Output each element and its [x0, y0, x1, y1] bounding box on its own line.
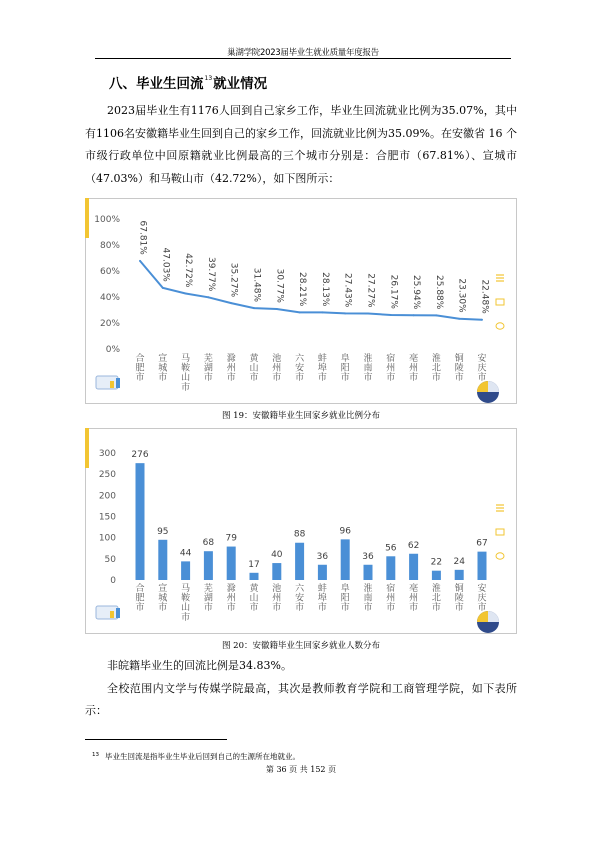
bar-chart-svg [86, 429, 516, 633]
footnote-ref[interactable]: 13 [204, 75, 213, 82]
x-tick-label: 宿州市 [386, 354, 396, 384]
illustration-icon-bar [116, 378, 120, 388]
line-chart-svg [86, 199, 516, 403]
data-point [367, 313, 369, 315]
illustration-icon-bar [116, 608, 120, 618]
data-label: 24 [453, 556, 465, 567]
data-label: 44 [179, 548, 192, 559]
data-point [253, 307, 255, 309]
x-tick-label: 淮南市 [363, 354, 373, 384]
data-label: 36 [316, 551, 329, 562]
header-divider [95, 58, 511, 59]
y-tick-label: 0 [110, 576, 116, 586]
section-title-text: 八、毕业生回流 [109, 76, 204, 92]
data-label: 35.27% [228, 262, 239, 298]
data-label: 95 [157, 526, 169, 537]
x-tick-label: 蚌埠市 [317, 354, 327, 384]
footnote-text: 毕业生回流是指毕业生毕业后回到自己的生源所在地就业。 [105, 752, 300, 761]
data-label: 67 [476, 538, 488, 549]
x-tick-label: 亳州市 [409, 584, 419, 614]
data-label: 26.17% [388, 274, 399, 309]
y-tick-label: 20% [99, 319, 120, 329]
x-tick-label: 池州市 [272, 354, 282, 384]
y-tick-label: 250 [98, 470, 116, 481]
bar [158, 540, 167, 580]
x-tick-label: 亳州市 [409, 354, 419, 384]
x-tick-label: 马鞍山市 [181, 354, 191, 393]
data-point [139, 260, 141, 262]
mail-icon [496, 299, 504, 305]
data-point [321, 311, 323, 313]
x-tick-label: 宿州市 [386, 584, 396, 614]
x-tick-label: 合肥市 [135, 584, 145, 614]
bar [341, 539, 350, 580]
bar [181, 561, 190, 580]
footnote-divider [85, 739, 227, 740]
data-point [207, 296, 209, 298]
x-tick-label: 芜湖市 [203, 584, 213, 614]
x-tick-label: 铜陵市 [454, 354, 464, 384]
illustration-icon-bar [110, 381, 114, 388]
x-tick-label: 安庆市 [477, 584, 487, 614]
x-tick-label: 池州市 [272, 584, 282, 614]
y-tick-label: 80% [99, 241, 120, 251]
data-label: 36 [362, 551, 374, 562]
data-label: 27.27% [365, 273, 376, 308]
data-point [344, 312, 346, 314]
data-label: 40 [271, 550, 283, 561]
data-point [299, 311, 301, 313]
y-tick-label: 0% [105, 345, 120, 355]
data-label: 96 [339, 526, 351, 537]
chart-return-count [85, 428, 517, 634]
x-tick-label: 六安市 [295, 584, 305, 614]
footnote-number: 13 [92, 752, 99, 758]
pie-decoration-slice [488, 381, 499, 392]
chat-icon [496, 323, 504, 329]
data-label: 31.48% [251, 267, 262, 303]
mail-icon [496, 529, 504, 535]
data-label: 276 [131, 450, 149, 461]
x-tick-label: 宣城市 [158, 354, 168, 384]
x-tick-label: 淮南市 [363, 584, 373, 614]
data-label: 79 [225, 533, 237, 544]
data-label: 28.13% [319, 272, 330, 307]
data-point [481, 319, 483, 321]
y-tick-label: 40% [99, 293, 120, 303]
x-tick-label: 滁州市 [226, 584, 236, 614]
data-point [185, 292, 187, 294]
data-label: 56 [385, 543, 397, 554]
x-tick-label: 阜阳市 [340, 584, 350, 614]
pie-decoration-slice [488, 611, 499, 622]
x-tick-label: 安庆市 [477, 354, 487, 384]
data-label: 28.21% [297, 271, 308, 307]
data-label: 88 [293, 529, 306, 540]
bar [478, 552, 487, 580]
illustration-icon [96, 376, 118, 389]
chart-return-ratio [85, 198, 517, 404]
data-point [276, 308, 278, 310]
body-paragraphs [85, 655, 517, 723]
bar [432, 571, 441, 580]
data-label: 67.81% [137, 220, 148, 255]
data-label: 68 [202, 538, 215, 549]
data-point [230, 302, 232, 304]
footnote [92, 751, 300, 762]
x-tick-label: 滁州市 [226, 354, 236, 384]
paragraph-3: 全校范围内文学与传媒学院最高，其次是教师教育学院和工商管理学院，如下表所示： [85, 681, 517, 717]
x-tick-label: 宣城市 [158, 584, 168, 614]
bar [455, 570, 464, 580]
x-tick-label: 蚌埠市 [317, 584, 327, 614]
bar [318, 565, 327, 580]
figure-19-caption: 图 19：安徽籍毕业生回家乡就业比例分布 [221, 411, 381, 421]
data-label: 27.43% [342, 273, 353, 308]
bar [272, 563, 281, 580]
chat-icon [496, 553, 504, 559]
x-tick-label: 合肥市 [135, 354, 145, 384]
intro-paragraph [85, 100, 517, 190]
accent-bar [85, 428, 89, 468]
x-tick-label: 阜阳市 [340, 354, 350, 384]
x-tick-label: 黄山市 [249, 354, 259, 384]
illustration-icon-bar [110, 611, 114, 618]
bar [227, 547, 236, 580]
bar [250, 573, 259, 580]
illustration-icon [96, 606, 118, 619]
accent-bar [85, 198, 89, 238]
bar [364, 565, 373, 580]
section-title [109, 72, 267, 92]
x-tick-label: 马鞍山市 [181, 584, 191, 623]
y-tick-label: 50 [104, 554, 116, 565]
x-tick-label: 芜湖市 [203, 354, 213, 384]
y-tick-label: 100 [98, 533, 116, 544]
data-label: 17 [248, 559, 260, 570]
data-point [162, 287, 164, 289]
data-label: 22.48% [479, 279, 490, 314]
x-tick-label: 黄山市 [249, 584, 259, 614]
bar [136, 463, 145, 580]
data-label: 47.03% [160, 247, 171, 282]
data-label: 42.72% [183, 253, 194, 288]
figure-20-caption: 图 20：安徽籍毕业生回家乡就业人数分布 [221, 641, 381, 651]
page-header: 巢湖学院2023届毕业生就业质量年度报告 [227, 48, 379, 58]
bar [204, 551, 213, 580]
data-label: 30.77% [274, 268, 285, 303]
data-point [458, 318, 460, 320]
data-label: 25.88% [433, 275, 444, 310]
y-tick-label: 150 [98, 512, 116, 523]
x-tick-label: 铜陵市 [454, 584, 464, 614]
bar [386, 556, 395, 580]
y-tick-label: 60% [99, 267, 120, 277]
x-tick-label: 淮北市 [431, 584, 441, 614]
y-tick-label: 300 [98, 449, 116, 459]
page-number: 第 36 页 共 152 页 [265, 765, 337, 774]
section-title-tail: 就业情况 [213, 76, 268, 92]
data-label: 25.94% [411, 274, 422, 310]
data-point [413, 314, 415, 316]
x-tick-label: 六安市 [295, 354, 305, 384]
y-tick-label: 100% [94, 215, 120, 225]
paragraph-1: 2023届毕业生有1176人回到自己家乡工作，毕业生回流就业比例为35.07%，其中有1106名安徽籍毕业生回到自己的家乡工作，回流就业比例为35.09%。在安徽省 16 个市级行政单位中回原籍就业比例最高的三个城市分别是：合肥市（67.81%）、宣城市（47.03%）和马鞍山市（42.72%），如下图所示： [85, 104, 517, 185]
bar [295, 543, 304, 580]
bar [409, 554, 418, 580]
data-label: 22 [430, 557, 443, 568]
data-label: 39.77% [205, 256, 216, 292]
y-tick-label: 200 [98, 491, 116, 502]
x-tick-label: 淮北市 [431, 354, 441, 384]
data-label: 23.30% [456, 278, 467, 313]
paragraph-2: 非皖籍毕业生的回流比例是34.83%。 [107, 659, 292, 672]
data-point [390, 314, 392, 316]
data-label: 62 [407, 540, 420, 551]
data-point [435, 314, 437, 316]
